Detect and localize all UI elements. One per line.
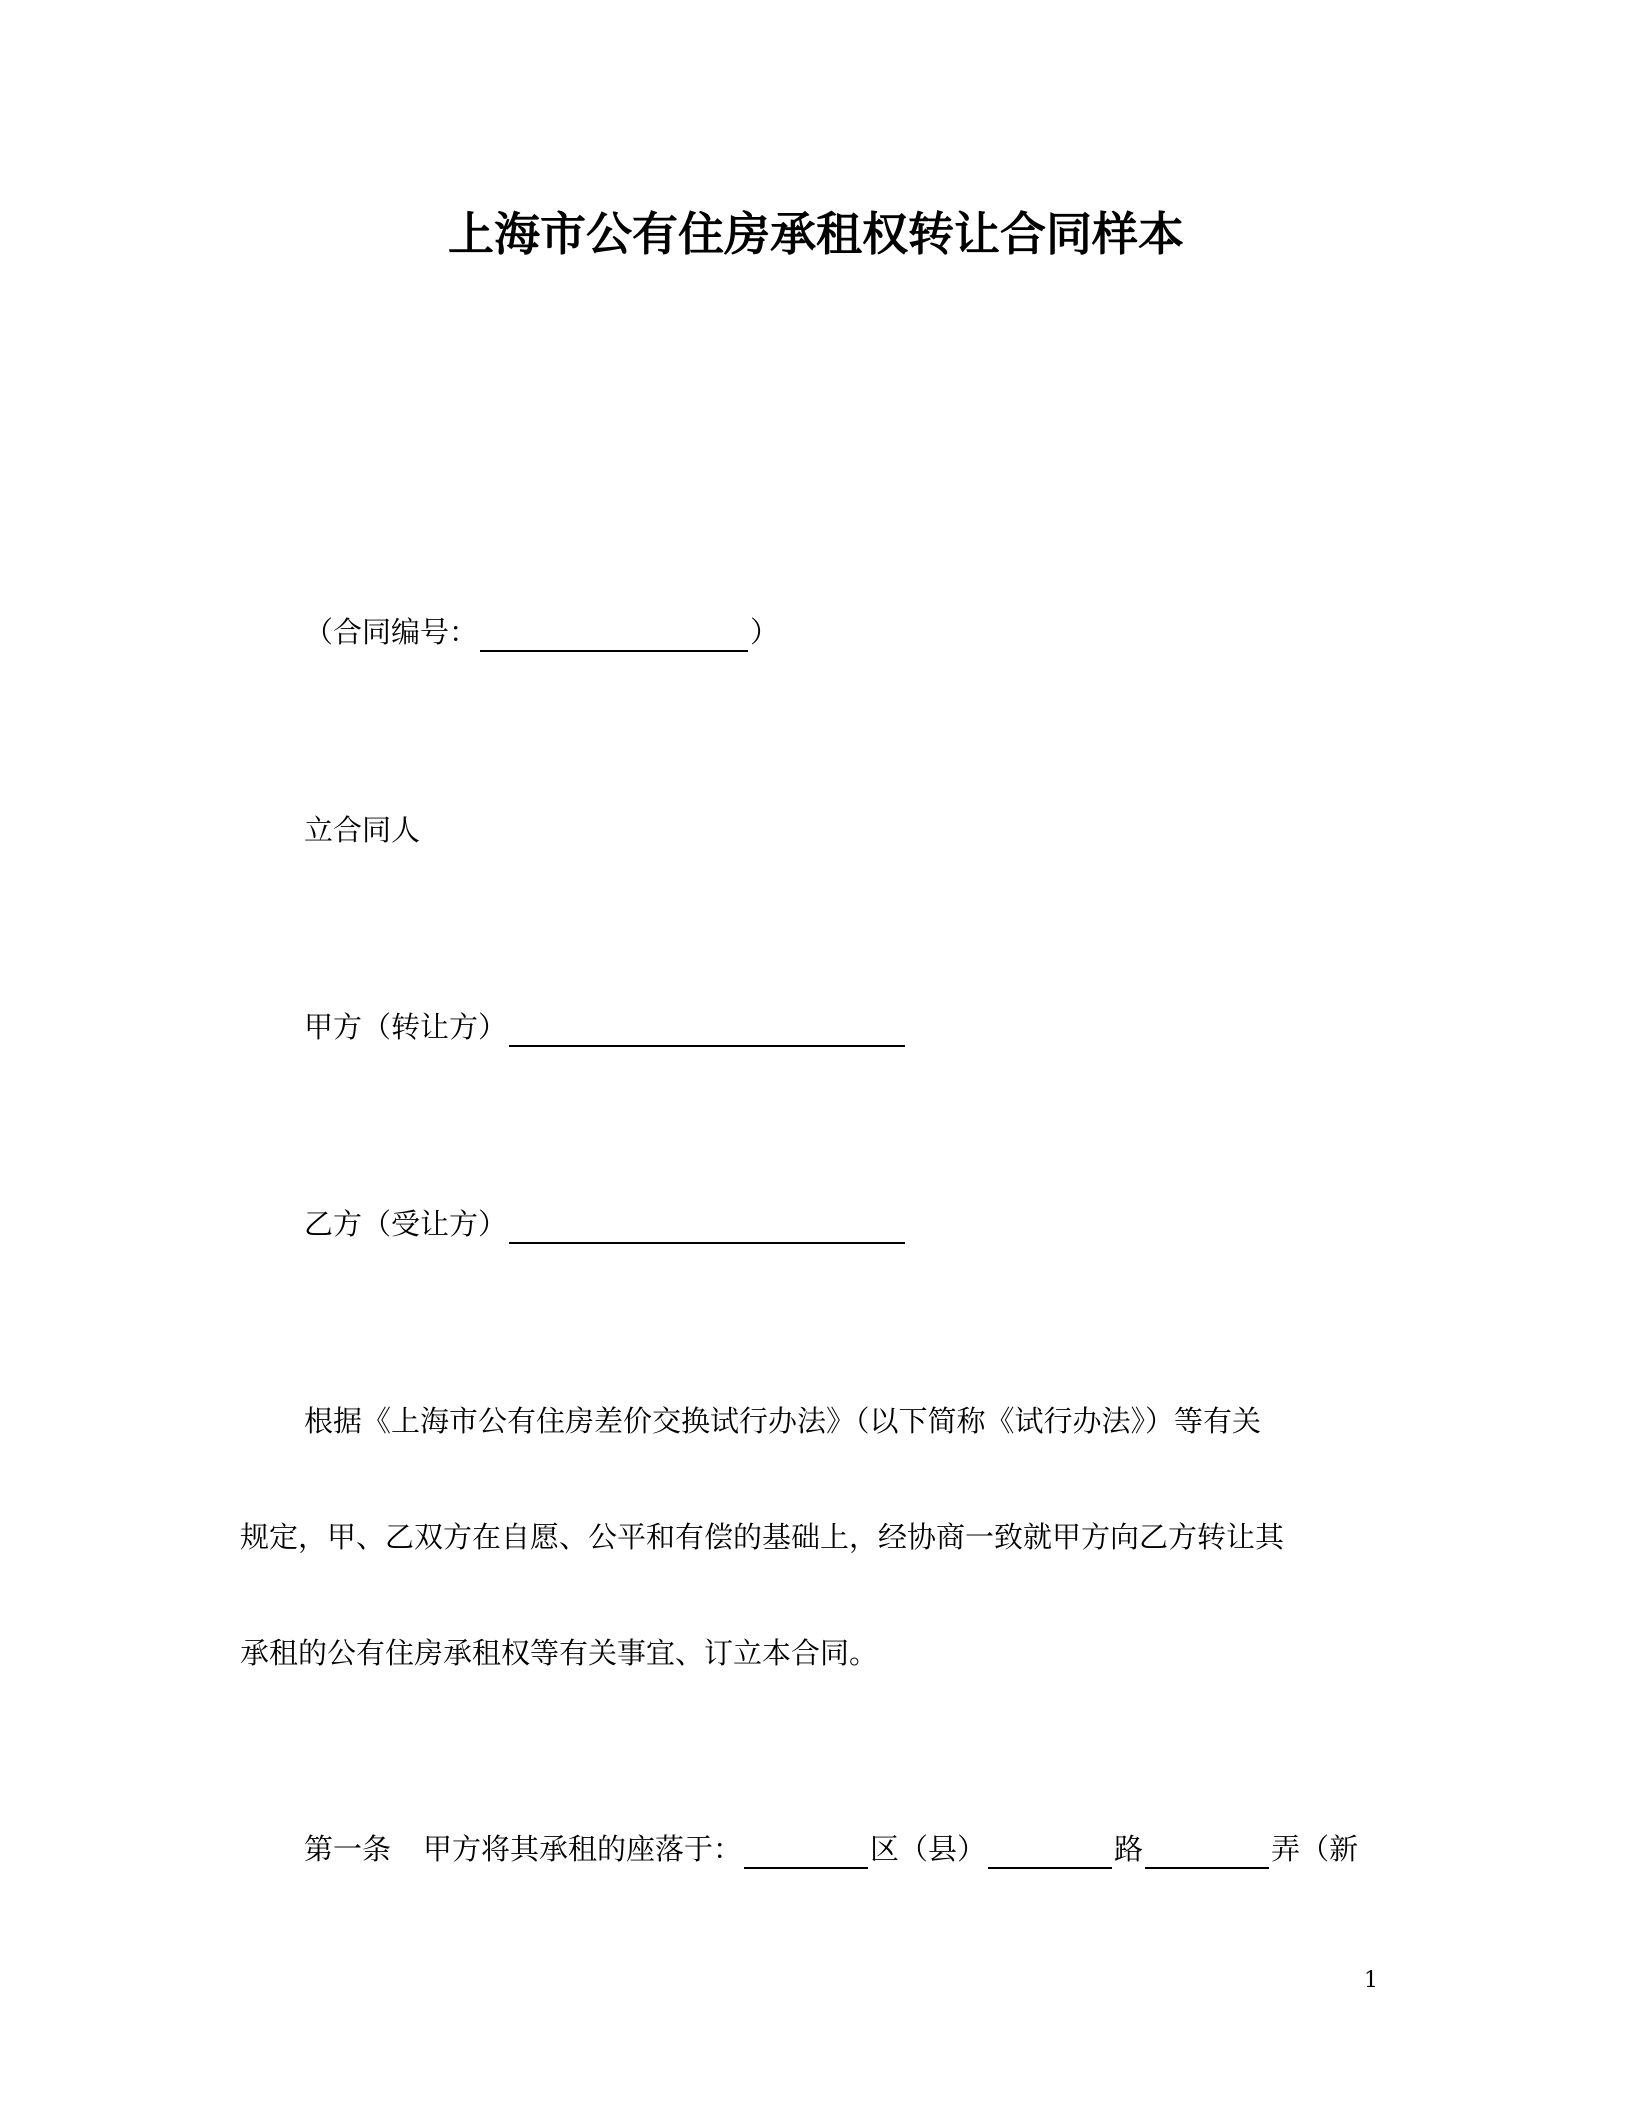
road-blank[interactable] [988, 1833, 1112, 1869]
party-b-label: 乙方（受让方） [304, 1207, 508, 1241]
article-1-line [304, 1829, 1358, 1869]
contract-number-blank[interactable] [480, 616, 748, 652]
district-blank[interactable] [744, 1833, 868, 1869]
preamble-line-2: 规定，甲、乙双方在自愿、公平和有偿的基础上，经协商一致就甲方向乙方转让其 [240, 1520, 1285, 1554]
article-1-text: 甲方将其承租的座落于： [423, 1832, 743, 1866]
article-1-label: 第一条 [304, 1832, 392, 1866]
party-b-blank[interactable] [509, 1208, 905, 1244]
party-a-blank[interactable] [509, 1011, 905, 1047]
party-a-label: 甲方（转让方） [304, 1010, 508, 1044]
preamble-line-1: 根据《上海市公有住房差价交换试行办法》（以下简称《试行办法》）等有关 [304, 1404, 1262, 1438]
contract-number-close: ） [750, 615, 780, 649]
party-a-line [304, 1007, 907, 1047]
road-label: 路 [1114, 1832, 1144, 1866]
party-b-line [304, 1204, 907, 1244]
page-number: 1 [1364, 1968, 1378, 1993]
document-title: 上海市公有住房承租权转让合同样本 [448, 207, 1184, 261]
preamble-line-3: 承租的公有住房承租权等有关事宜、订立本合同。 [240, 1636, 879, 1670]
lane-label: 弄（新 [1271, 1832, 1359, 1866]
contract-number-line [304, 612, 779, 652]
district-label: 区（县） [870, 1832, 987, 1866]
parties-heading: 立合同人 [304, 813, 421, 847]
lane-blank[interactable] [1145, 1833, 1269, 1869]
contract-number-label: （合同编号： [304, 615, 479, 649]
